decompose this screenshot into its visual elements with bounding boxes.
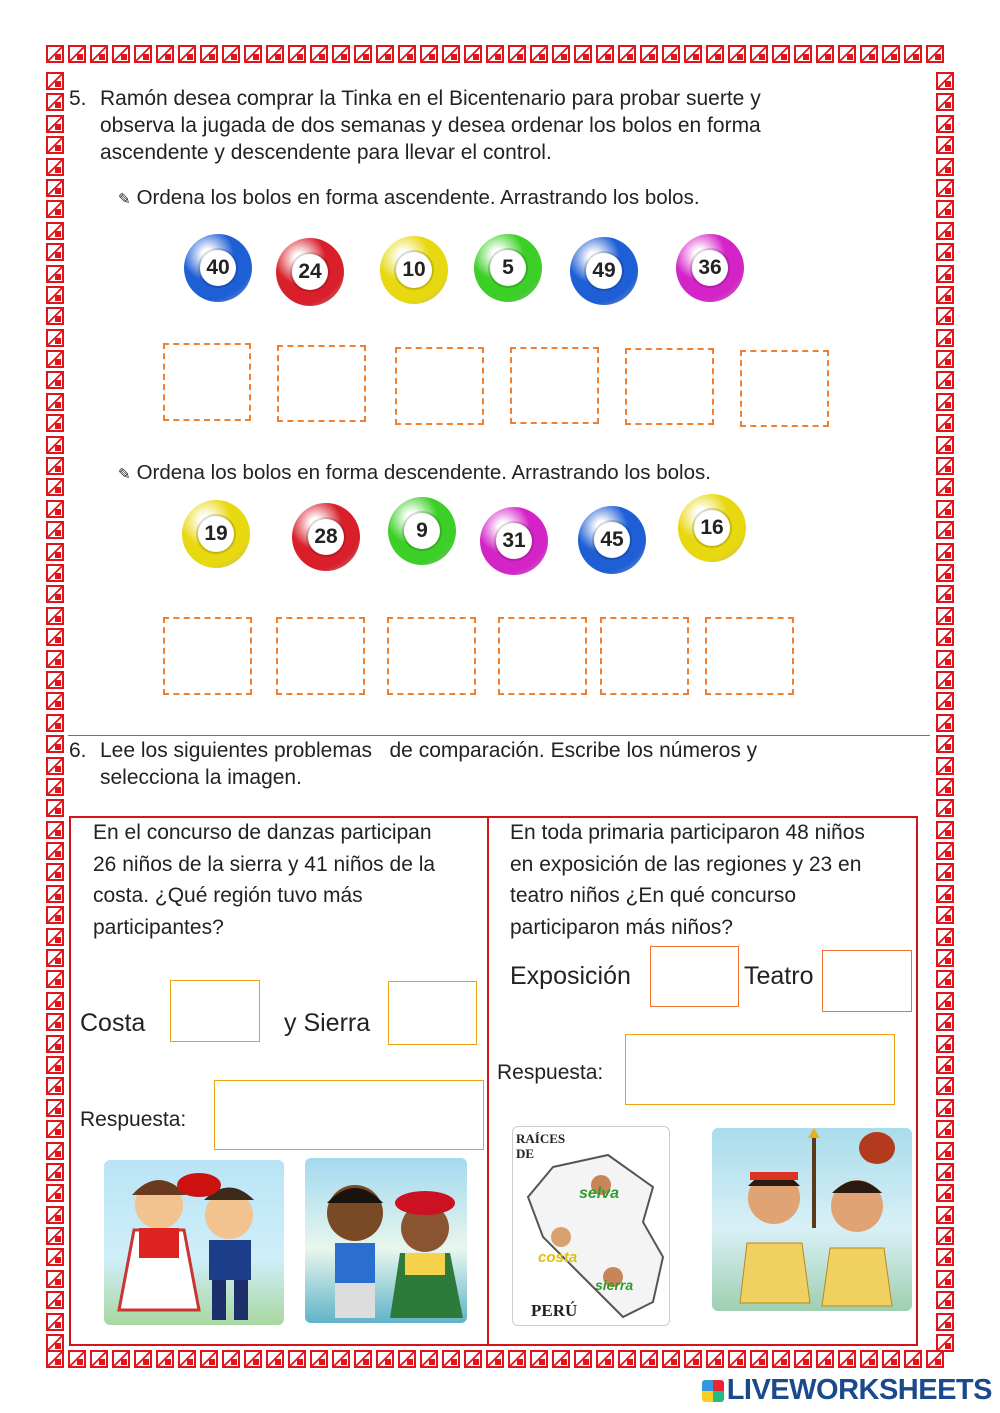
border-icon (860, 45, 878, 63)
border-icon (640, 1350, 658, 1368)
right-line4: participaron más niños? (510, 915, 733, 939)
border-icon (46, 799, 64, 817)
border-icon (46, 115, 64, 133)
border-icon (46, 136, 64, 154)
border-icon (46, 885, 64, 903)
right-line1: En toda primaria participaron 48 niños (510, 821, 865, 844)
ball-number: 49 (586, 253, 622, 289)
border-icon (244, 45, 262, 63)
border-icon (46, 543, 64, 561)
asc-ball-36[interactable] (676, 234, 744, 302)
asc-drop-zone-2[interactable] (277, 345, 366, 422)
border-icon (936, 1206, 954, 1224)
border-icon (442, 45, 460, 63)
border-icon (46, 45, 64, 63)
desc-ball-9[interactable] (388, 497, 456, 565)
left-line3: costa. ¿Qué región tuvo más (93, 884, 363, 907)
border-icon (46, 93, 64, 111)
desc-drop-zone-6[interactable] (705, 617, 794, 695)
border-icon (936, 1099, 954, 1117)
border-icon (936, 222, 954, 240)
border-icon (662, 45, 680, 63)
border-icon (46, 200, 64, 218)
border-icon (936, 200, 954, 218)
border-icon (46, 949, 64, 967)
border-icon (530, 1350, 548, 1368)
border-icon (936, 1334, 954, 1352)
border-icon (936, 821, 954, 839)
right-line3: teatro niños ¿En qué concurso (510, 884, 797, 907)
border-icon (936, 585, 954, 603)
border-icon (156, 1350, 174, 1368)
border-icon (936, 1142, 954, 1160)
desc-ball-16[interactable] (678, 494, 746, 562)
border-icon (134, 45, 152, 63)
asc-drop-zone-1[interactable] (163, 343, 251, 421)
desc-drop-zone-2[interactable] (276, 617, 365, 695)
border-icon (46, 928, 64, 946)
border-icon (936, 928, 954, 946)
border-icon (464, 1350, 482, 1368)
q6-line2: selecciona la imagen. (100, 766, 302, 789)
border-icon (46, 1099, 64, 1117)
border-icon (222, 45, 240, 63)
asc-instruction-text: Ordena los bolos en forma ascendente. Arrastrando los bolos. (136, 186, 700, 209)
border-icon (332, 45, 350, 63)
border-icon (310, 1350, 328, 1368)
border-icon (662, 1350, 680, 1368)
border-icon (640, 45, 658, 63)
border-icon (936, 543, 954, 561)
costa-label: Costa (80, 1009, 146, 1037)
desc-drop-zone-3[interactable] (387, 617, 476, 695)
border-icon (936, 1120, 954, 1138)
border-icon (46, 500, 64, 518)
border-icon (838, 1350, 856, 1368)
border-icon (936, 799, 954, 817)
left-line2: 26 niños de la sierra y 41 niños de la (93, 852, 436, 876)
border-icon (46, 1120, 64, 1138)
border-icon (266, 1350, 284, 1368)
border-icon (936, 500, 954, 518)
border-icon (936, 136, 954, 154)
border-icon (706, 1350, 724, 1368)
border-icon (936, 650, 954, 668)
asc-drop-zone-6[interactable] (740, 350, 829, 427)
border-icon (936, 1163, 954, 1181)
border-icon (46, 1056, 64, 1074)
border-icon (936, 1248, 954, 1266)
border-icon (46, 607, 64, 625)
border-icon (46, 1077, 64, 1095)
border-icon (442, 1350, 460, 1368)
border-icon (46, 286, 64, 304)
border-icon (46, 1291, 64, 1309)
border-icon (936, 286, 954, 304)
border-icon (936, 158, 954, 176)
border-icon (936, 757, 954, 775)
border-icon (178, 45, 196, 63)
border-icon (618, 1350, 636, 1368)
border-icon (936, 329, 954, 347)
border-icon (936, 778, 954, 796)
border-icon (936, 521, 954, 539)
q5-line1: Ramón desea comprar la Tinka en el Bicentenario para probar suerte y (100, 87, 761, 110)
border-icon (750, 1350, 768, 1368)
border-icon (882, 45, 900, 63)
border-icon (288, 45, 306, 63)
q5-line2: observa la jugada de dos semanas y desea ordenar los bolos en forma (100, 114, 761, 137)
exposicion-input[interactable] (650, 946, 739, 1007)
border-icon (332, 1350, 350, 1368)
right-answer-label: Respuesta: (497, 1061, 604, 1084)
ball-number: 19 (198, 516, 234, 552)
border-icon (530, 45, 548, 63)
border-icon (936, 307, 954, 325)
peru-regions-map-image[interactable] (512, 1126, 670, 1326)
border-icon (376, 1350, 394, 1368)
left-line1: En el concurso de danzas participan (93, 821, 432, 844)
border-icon (936, 1184, 954, 1202)
amazon-kids-drawing (712, 1128, 912, 1311)
problem-left-text (93, 817, 435, 943)
border-icon (90, 45, 108, 63)
border-icon (46, 992, 64, 1010)
asc-ball-5[interactable] (474, 234, 542, 302)
teatro-input[interactable] (822, 950, 912, 1012)
right-line2: en exposición de las regiones y 23 en (510, 852, 862, 876)
ball-number: 28 (308, 519, 344, 555)
border-icon (936, 115, 954, 133)
border-icon (46, 1184, 64, 1202)
border-icon (46, 821, 64, 839)
border-icon (46, 1035, 64, 1053)
border-icon (46, 158, 64, 176)
ball-number: 40 (200, 250, 236, 286)
liveworksheets-logo-text: LIVEWORKSHEETS (726, 1374, 992, 1406)
border-icon (794, 1350, 812, 1368)
border-icon (486, 45, 504, 63)
border-icon (936, 1227, 954, 1245)
border-icon (134, 1350, 152, 1368)
border-icon (936, 371, 954, 389)
border-icon (882, 1350, 900, 1368)
border-icon (904, 1350, 922, 1368)
desc-instruction (118, 461, 711, 485)
sierra-label: y Sierra (284, 1009, 371, 1037)
liveworksheets-logo (702, 1374, 992, 1407)
border-icon (46, 329, 64, 347)
border-icon (46, 671, 64, 689)
desc-instruction-text: Ordena los bolos en forma descendente. Arrastrando los bolos. (136, 461, 711, 484)
border-icon (46, 863, 64, 881)
border-icon (936, 436, 954, 454)
border-icon (936, 478, 954, 496)
border-icon (46, 735, 64, 753)
border-icon (46, 457, 64, 475)
border-icon (46, 906, 64, 924)
border-icon (46, 628, 64, 646)
border-icon (618, 45, 636, 63)
border-icon (728, 45, 746, 63)
border-icon (936, 1313, 954, 1331)
ball-number: 5 (490, 250, 526, 286)
border-icon (552, 45, 570, 63)
border-icon (936, 564, 954, 582)
border-icon (46, 436, 64, 454)
page-border-right (936, 72, 954, 1352)
border-icon (816, 1350, 834, 1368)
map-label-selva: selva (579, 1185, 620, 1202)
border-icon (244, 1350, 262, 1368)
right-answer-input[interactable] (625, 1034, 895, 1105)
ball-number: 16 (694, 510, 730, 546)
border-icon (46, 1350, 64, 1368)
border-icon (684, 1350, 702, 1368)
border-icon (90, 1350, 108, 1368)
border-icon (926, 1350, 944, 1368)
border-icon (398, 1350, 416, 1368)
border-icon (860, 1350, 878, 1368)
border-icon (552, 1350, 570, 1368)
border-icon (936, 350, 954, 368)
map-title-2: DE (516, 1146, 535, 1161)
dancers-costa-image[interactable] (104, 1160, 284, 1325)
border-icon (936, 671, 954, 689)
desc-ball-31[interactable] (480, 507, 548, 575)
border-icon (68, 45, 86, 63)
asc-ball-49[interactable] (570, 237, 638, 305)
map-label-sierra: sierra (595, 1277, 634, 1293)
border-icon (376, 45, 394, 63)
ball-number: 9 (404, 513, 440, 549)
border-icon (750, 45, 768, 63)
border-icon (46, 842, 64, 860)
border-icon (46, 564, 64, 582)
desc-ball-45[interactable] (578, 506, 646, 574)
border-icon (596, 45, 614, 63)
border-icon (46, 1270, 64, 1288)
border-icon (936, 1035, 954, 1053)
left-answer-label: Respuesta: (80, 1108, 187, 1131)
border-icon (46, 1248, 64, 1266)
border-icon (596, 1350, 614, 1368)
border-icon (728, 1350, 746, 1368)
pencil-icon: ✎ (118, 191, 131, 208)
border-icon (936, 906, 954, 924)
border-icon (46, 757, 64, 775)
border-icon (684, 45, 702, 63)
border-icon (936, 1013, 954, 1031)
map-label-costa: costa (538, 1249, 578, 1266)
desc-drop-zone-4[interactable] (498, 617, 587, 695)
dancers-sierra-image[interactable] (305, 1158, 467, 1323)
border-icon (486, 1350, 504, 1368)
exposicion-label: Exposición (510, 962, 631, 990)
desc-drop-zone-1[interactable] (163, 617, 252, 695)
ball-number: 10 (396, 252, 432, 288)
border-icon (574, 45, 592, 63)
teatro-label: Teatro (744, 962, 814, 990)
asc-instruction (118, 186, 700, 210)
ball-number: 24 (292, 254, 328, 290)
sierra-input[interactable] (388, 981, 477, 1045)
border-icon (838, 45, 856, 63)
border-icon (936, 607, 954, 625)
border-icon (156, 45, 174, 63)
border-icon (46, 585, 64, 603)
dancers-costa-drawing (104, 1160, 284, 1325)
page-border-left (46, 72, 64, 1352)
border-icon (936, 992, 954, 1010)
border-icon (936, 628, 954, 646)
ball-number: 45 (594, 522, 630, 558)
border-icon (222, 1350, 240, 1368)
border-icon (936, 885, 954, 903)
amazon-kids-image[interactable] (712, 1128, 912, 1311)
dancers-sierra-drawing (305, 1158, 467, 1323)
border-icon (46, 650, 64, 668)
border-icon (936, 970, 954, 988)
border-icon (926, 45, 944, 63)
border-icon (508, 45, 526, 63)
costa-input[interactable] (170, 980, 260, 1042)
border-icon (46, 970, 64, 988)
map-title-1: RAÍCES (516, 1131, 566, 1146)
border-icon (46, 350, 64, 368)
desc-drop-zone-5[interactable] (600, 617, 689, 695)
border-icon (904, 45, 922, 63)
border-icon (46, 1206, 64, 1224)
ball-number: 31 (496, 523, 532, 559)
border-icon (46, 265, 64, 283)
asc-ball-10[interactable] (380, 236, 448, 304)
border-icon (936, 72, 954, 90)
border-icon (936, 414, 954, 432)
page-border-top (46, 45, 944, 63)
border-icon (46, 307, 64, 325)
border-icon (574, 1350, 592, 1368)
border-icon (46, 179, 64, 197)
border-icon (936, 265, 954, 283)
border-icon (706, 45, 724, 63)
border-icon (46, 521, 64, 539)
border-icon (936, 1056, 954, 1074)
section-divider (68, 735, 930, 736)
page-border-bottom (46, 1350, 944, 1368)
left-line4: participantes? (93, 915, 224, 939)
q6-text (69, 737, 929, 789)
peru-map-drawing (513, 1127, 669, 1325)
border-icon (936, 1270, 954, 1288)
asc-drop-zone-4[interactable] (510, 347, 599, 424)
border-icon (936, 863, 954, 881)
border-icon (936, 93, 954, 111)
ball-number: 36 (692, 250, 728, 286)
border-icon (936, 842, 954, 860)
border-icon (68, 1350, 86, 1368)
border-icon (936, 714, 954, 732)
border-icon (112, 1350, 130, 1368)
border-icon (200, 1350, 218, 1368)
border-icon (420, 45, 438, 63)
border-icon (936, 692, 954, 710)
border-icon (936, 457, 954, 475)
border-icon (772, 1350, 790, 1368)
border-icon (936, 949, 954, 967)
border-icon (354, 1350, 372, 1368)
border-icon (816, 45, 834, 63)
border-icon (46, 222, 64, 240)
border-icon (936, 393, 954, 411)
border-icon (112, 45, 130, 63)
border-icon (936, 1291, 954, 1309)
border-icon (420, 1350, 438, 1368)
border-icon (794, 45, 812, 63)
map-label-peru: PERÚ (531, 1301, 578, 1320)
border-icon (46, 243, 64, 261)
border-icon (46, 778, 64, 796)
q5-number: 5. (69, 87, 87, 110)
asc-drop-zone-3[interactable] (395, 347, 484, 425)
border-icon (310, 45, 328, 63)
border-icon (936, 179, 954, 197)
border-icon (772, 45, 790, 63)
problem-right-text (510, 817, 865, 943)
desc-ball-19[interactable] (182, 500, 250, 568)
border-icon (46, 692, 64, 710)
border-icon (46, 1013, 64, 1031)
left-answer-input[interactable] (214, 1080, 484, 1150)
border-icon (46, 371, 64, 389)
asc-drop-zone-5[interactable] (625, 348, 714, 425)
border-icon (46, 393, 64, 411)
border-icon (936, 243, 954, 261)
border-icon (200, 45, 218, 63)
q5-text (69, 85, 929, 164)
asc-ball-40[interactable] (184, 234, 252, 302)
border-icon (178, 1350, 196, 1368)
border-icon (46, 1227, 64, 1245)
border-icon (46, 414, 64, 432)
border-icon (46, 1334, 64, 1352)
border-icon (46, 72, 64, 90)
border-icon (354, 45, 372, 63)
border-icon (266, 45, 284, 63)
desc-ball-28[interactable] (292, 503, 360, 571)
pencil-icon: ✎ (118, 466, 131, 483)
border-icon (464, 45, 482, 63)
q6-number: 6. (69, 739, 87, 762)
border-icon (288, 1350, 306, 1368)
border-icon (936, 1077, 954, 1095)
asc-ball-24[interactable] (276, 238, 344, 306)
border-icon (398, 45, 416, 63)
border-icon (508, 1350, 526, 1368)
border-icon (46, 714, 64, 732)
border-icon (46, 1163, 64, 1181)
q5-line3: ascendente y descendente para llevar el control. (100, 141, 552, 164)
border-icon (936, 735, 954, 753)
border-icon (46, 478, 64, 496)
q6-line1: Lee los siguientes problemas de comparación. Escribe los números y (100, 739, 758, 762)
border-icon (46, 1142, 64, 1160)
border-icon (46, 1313, 64, 1331)
liveworksheets-icon (702, 1380, 724, 1402)
